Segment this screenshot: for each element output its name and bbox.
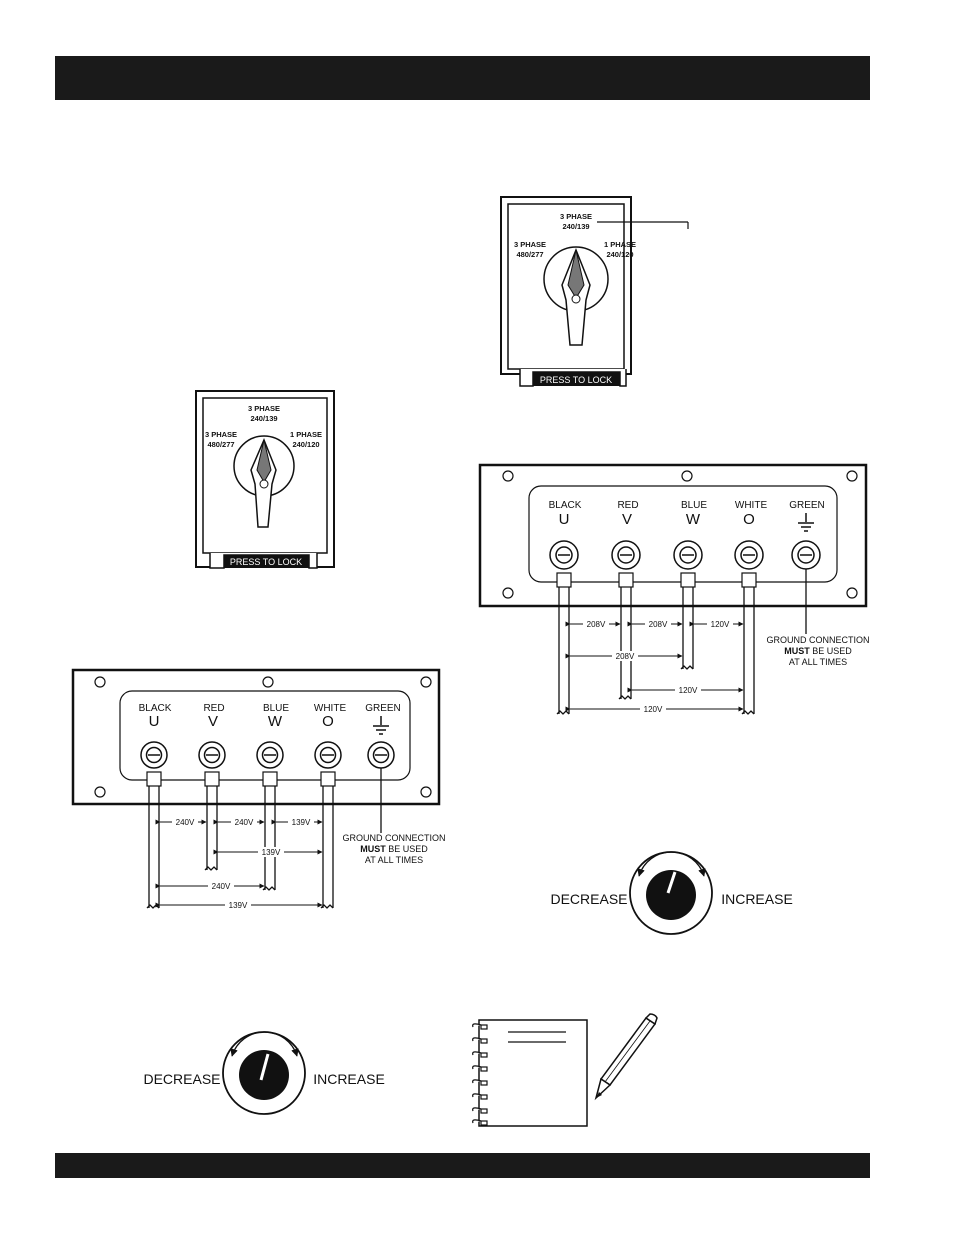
ground-note-line1: GROUND CONNECTION	[766, 635, 870, 645]
terminal-board-left	[73, 670, 439, 804]
switch-left-label: 3 PHASE	[204, 430, 238, 439]
ground-note-right	[767, 635, 870, 667]
voltage-label: 139V	[261, 848, 281, 857]
ground-note-left	[343, 833, 446, 865]
terminal-color-label: WHITE	[313, 703, 347, 714]
ground-note-line2: MUST BE USED	[360, 844, 428, 854]
adjust-knob-right	[550, 852, 792, 934]
voltage-dimensions-left	[160, 822, 322, 905]
switch-left-sublabel: 480/277	[207, 440, 235, 449]
press-to-lock-text: PRESS TO LOCK	[539, 375, 613, 385]
switch-left-label: 3 PHASE	[513, 240, 547, 249]
switch-top-label: 3 PHASE	[247, 404, 281, 413]
voltage-label: 139V	[228, 901, 248, 910]
ground-note-line3: AT ALL TIMES	[788, 657, 848, 667]
voltage-label: 208V	[648, 620, 668, 629]
switch-right-sublabel: 240/120	[292, 440, 320, 449]
terminal-color-label: BLUE	[262, 703, 290, 714]
terminal-letter: W	[685, 511, 701, 528]
switch-right-label: 1 PHASE	[289, 430, 323, 439]
selector-switch-lower	[196, 391, 334, 568]
voltage-label: 208V	[615, 652, 635, 661]
terminal-letter: O	[322, 713, 334, 730]
decrease-label: DECREASE	[550, 891, 628, 907]
increase-label: INCREASE	[721, 891, 793, 907]
terminal-letter: U	[558, 511, 570, 528]
terminal-board-right	[480, 465, 866, 606]
voltage-label: 240V	[175, 818, 195, 827]
voltage-labels-left	[172, 817, 314, 910]
terminal-color-label: RED	[203, 703, 225, 714]
switch-left-sublabel: 480/277	[516, 250, 544, 259]
terminal-color-label: GREEN	[365, 703, 401, 714]
ground-note-line3: AT ALL TIMES	[364, 855, 424, 865]
voltage-label: 120V	[643, 705, 663, 714]
terminal-color-label: RED	[617, 500, 639, 511]
pencil-icon	[596, 1014, 657, 1098]
terminal-letter: V	[207, 713, 219, 730]
switch-right-label: 1 PHASE	[603, 240, 637, 249]
notebook-pencil-icon	[473, 1014, 657, 1126]
voltage-label: 120V	[678, 686, 698, 695]
knob-dial[interactable]	[646, 870, 696, 920]
selector-switch-upper	[501, 197, 688, 386]
voltage-labels-right	[583, 619, 733, 714]
ground-note-line1: GROUND CONNECTION	[342, 833, 446, 843]
adjust-knob-left	[143, 1032, 384, 1114]
terminal-color-label: GREEN	[789, 500, 825, 511]
terminal-letter: U	[148, 713, 160, 730]
terminal-color-label: BLACK	[548, 500, 582, 511]
decrease-label: DECREASE	[143, 1071, 221, 1087]
voltage-label: 208V	[586, 620, 606, 629]
switch-top-label: 3 PHASE	[559, 212, 593, 221]
voltage-label: 139V	[291, 818, 311, 827]
terminal-letter: W	[267, 713, 283, 730]
terminal-color-label: BLUE	[680, 500, 708, 511]
voltage-dimensions-right	[570, 624, 743, 709]
ground-note-line2: MUST BE USED	[784, 646, 852, 656]
switch-top-sublabel: 240/139	[250, 414, 278, 423]
voltage-label: 240V	[211, 882, 231, 891]
voltage-label: 120V	[710, 620, 730, 629]
increase-label: INCREASE	[313, 1071, 385, 1087]
switch-right-sublabel: 240/120	[606, 250, 634, 259]
terminal-color-label: WHITE	[734, 500, 768, 511]
terminal-letter: V	[621, 511, 633, 528]
terminal-color-label: BLACK	[138, 703, 172, 714]
knob-dial[interactable]	[239, 1050, 289, 1100]
terminal-letter: O	[743, 511, 755, 528]
press-to-lock-text: PRESS TO LOCK	[229, 557, 303, 567]
switch-top-sublabel: 240/139	[562, 222, 590, 231]
voltage-label: 240V	[234, 818, 254, 827]
